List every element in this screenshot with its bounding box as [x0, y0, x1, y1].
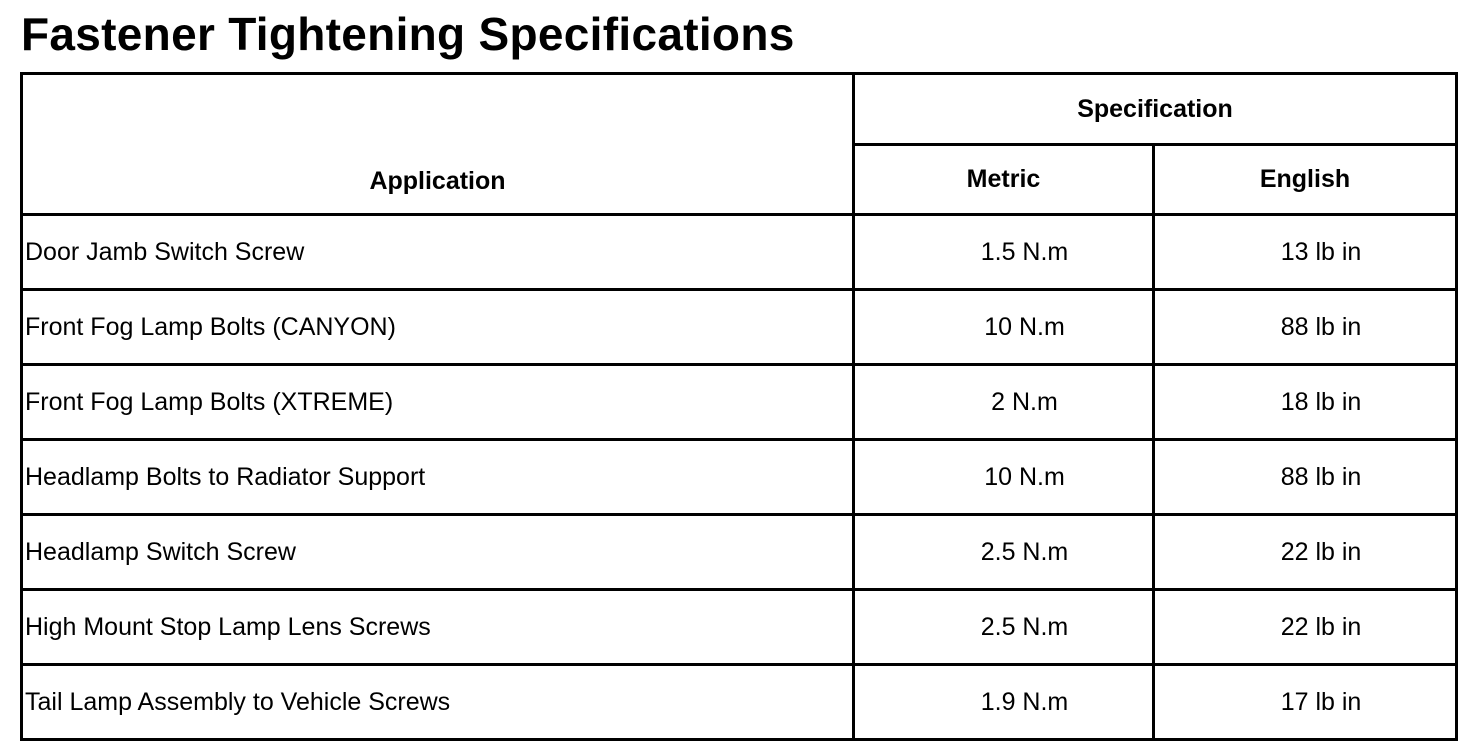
english-column-header: English: [1154, 145, 1457, 215]
metric-value: 10 N.m: [984, 462, 1065, 491]
table-row: [22, 590, 1457, 665]
metric-value: 10 N.m: [984, 312, 1065, 341]
english-cell: [1154, 515, 1457, 590]
table-row: [22, 440, 1457, 515]
metric-cell: [854, 365, 1154, 440]
metric-value: 1.9 N.m: [980, 687, 1069, 716]
english-cell: [1154, 665, 1457, 740]
application-cell: Front Fog Lamp Bolts (CANYON): [22, 290, 854, 365]
english-cell: [1154, 290, 1457, 365]
english-cell: [1154, 365, 1457, 440]
metric-cell: [854, 590, 1154, 665]
english-value: 13 lb in: [1280, 237, 1362, 266]
application-cell: Headlamp Switch Screw: [22, 515, 854, 590]
metric-cell: [854, 290, 1154, 365]
metric-cell: [854, 665, 1154, 740]
english-value: 88 lb in: [1280, 462, 1362, 491]
metric-cell: [854, 440, 1154, 515]
english-value: 88 lb in: [1280, 312, 1362, 341]
application-cell: High Mount Stop Lamp Lens Screws: [22, 590, 854, 665]
english-value: 18 lb in: [1280, 387, 1362, 416]
metric-value: 1.5 N.m: [980, 237, 1069, 266]
table-row: [22, 665, 1457, 740]
fastener-spec-table: [20, 72, 1458, 741]
metric-value: 2 N.m: [991, 387, 1058, 416]
english-value: 17 lb in: [1280, 687, 1362, 716]
english-cell: [1154, 590, 1457, 665]
application-cell: Headlamp Bolts to Radiator Support: [22, 440, 854, 515]
page-title: Fastener Tightening Specifications: [21, 8, 795, 60]
application-column-header: Application: [22, 74, 854, 215]
metric-cell: [854, 215, 1154, 290]
metric-cell: [854, 515, 1154, 590]
specification-group-header: Specification: [854, 74, 1457, 145]
english-value: 22 lb in: [1280, 612, 1362, 641]
table-row: [22, 365, 1457, 440]
table-row: [22, 290, 1457, 365]
english-value: 22 lb in: [1280, 537, 1362, 566]
english-cell: [1154, 215, 1457, 290]
table-row: [22, 215, 1457, 290]
metric-value: 2.5 N.m: [980, 612, 1069, 641]
application-cell: Tail Lamp Assembly to Vehicle Screws: [22, 665, 854, 740]
metric-column-header: Metric: [854, 145, 1154, 215]
application-cell: Door Jamb Switch Screw: [22, 215, 854, 290]
metric-value: 2.5 N.m: [980, 537, 1069, 566]
application-cell: Front Fog Lamp Bolts (XTREME): [22, 365, 854, 440]
english-cell: [1154, 440, 1457, 515]
table-row: [22, 515, 1457, 590]
